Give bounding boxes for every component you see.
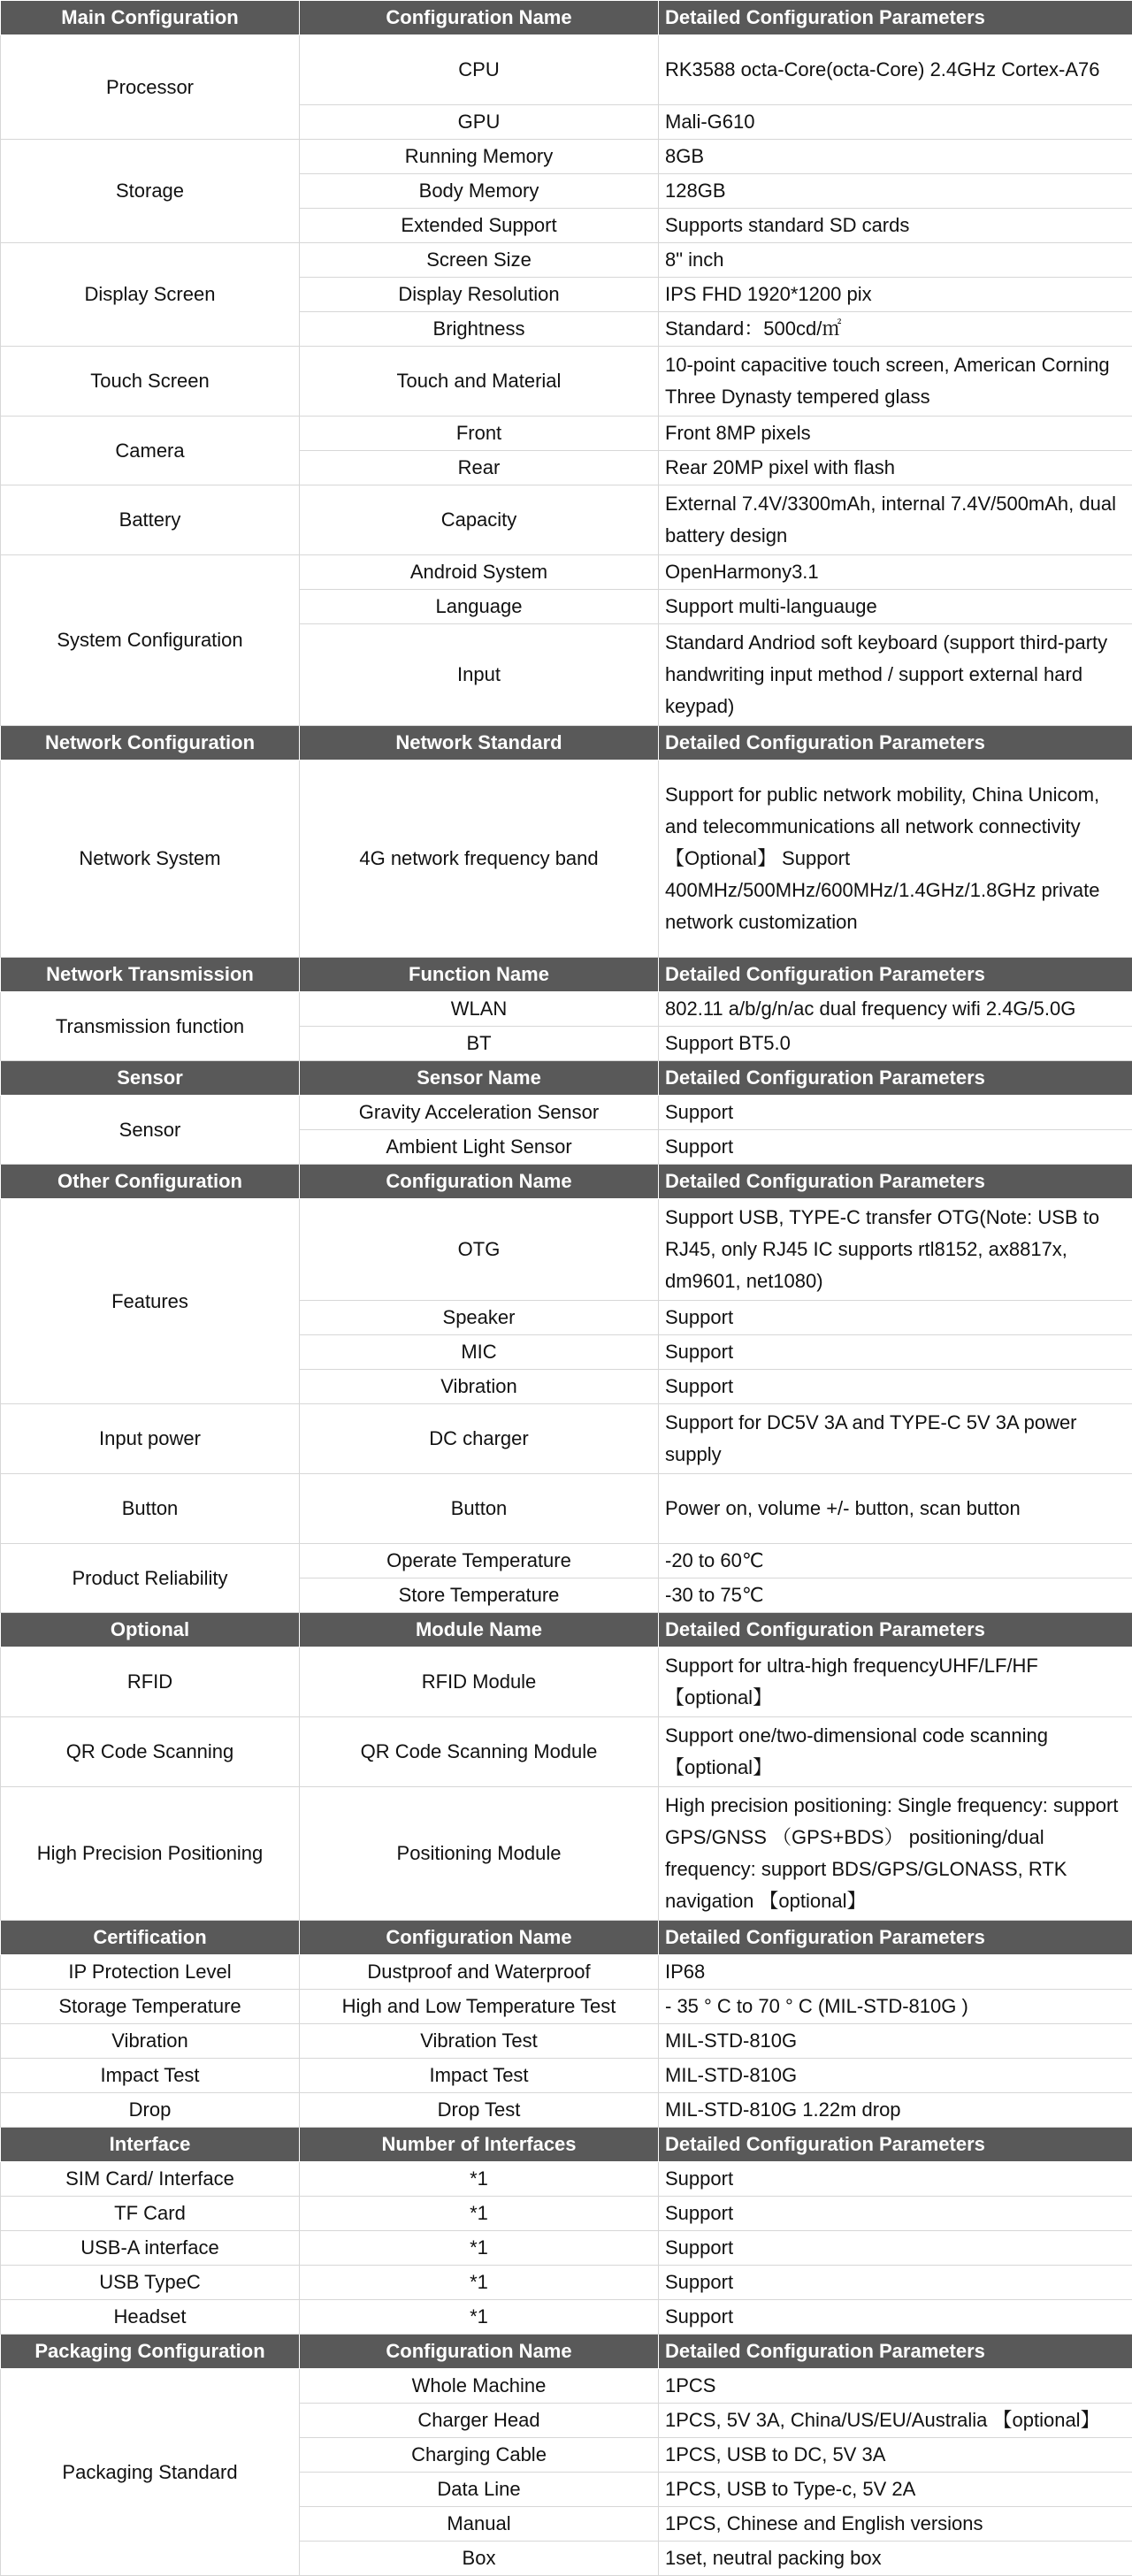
spec-item-value: Support <box>659 1130 1132 1165</box>
spec-item-value: Support <box>659 2197 1132 2231</box>
spec-group-name: Storage <box>1 140 300 243</box>
spec-item-label: Vibration <box>300 1370 659 1404</box>
section-header-category: Network Configuration <box>1 726 300 761</box>
spec-row <box>1 2369 1132 2404</box>
spec-item-value: Support for public network mobility, China Unicom, and telecommunications all network connectivity【Optional】 Support 400MHz/500MHz/600MHz/1.4GHz/1.8GHz private network customization <box>659 761 1132 958</box>
section-header-name: Module Name <box>300 1613 659 1647</box>
spec-item-value: 1PCS, 5V 3A, China/US/EU/Australia 【optional】 <box>659 2404 1132 2438</box>
spec-item-value: 10-point capacitive touch screen, American Corning Three Dynasty tempered glass <box>659 347 1132 417</box>
spec-item-label: Drop Test <box>300 2093 659 2128</box>
spec-item-value: -30 to 75℃ <box>659 1578 1132 1613</box>
spec-item-value: Standard：500cd/㎡ <box>659 312 1132 347</box>
spec-item-value: MIL-STD-810G <box>659 2024 1132 2059</box>
spec-item-label: Rear <box>300 451 659 485</box>
spec-row <box>1 2266 1132 2300</box>
spec-item-label: Data Line <box>300 2473 659 2507</box>
spec-group-name: Button <box>1 1474 300 1544</box>
spec-item-label: CPU <box>300 35 659 105</box>
spec-item-label: Store Temperature <box>300 1578 659 1613</box>
spec-row <box>1 140 1132 174</box>
spec-item-label: High and Low Temperature Test <box>300 1990 659 2024</box>
spec-row <box>1 1096 1132 1130</box>
spec-item-label: Touch and Material <box>300 347 659 417</box>
spec-item-value: -20 to 60℃ <box>659 1544 1132 1578</box>
spec-item-label: Gravity Acceleration Sensor <box>300 1096 659 1130</box>
spec-item-label: Capacity <box>300 485 659 555</box>
spec-table-body <box>1 1 1132 2576</box>
spec-item-value: OpenHarmony3.1 <box>659 555 1132 590</box>
spec-group-name: USB-A interface <box>1 2231 300 2266</box>
spec-row <box>1 2231 1132 2266</box>
spec-item-value: Front 8MP pixels <box>659 417 1132 451</box>
spec-row <box>1 1544 1132 1578</box>
section-header-parameters: Detailed Configuration Parameters <box>659 958 1132 992</box>
spec-item-value: 1PCS, Chinese and English versions <box>659 2507 1132 2542</box>
spec-row <box>1 485 1132 555</box>
section-header-name: Function Name <box>300 958 659 992</box>
spec-item-value: Support for ultra-high frequencyUHF/LF/HF【optional】 <box>659 1647 1132 1717</box>
spec-item-value: Mali-G610 <box>659 105 1132 140</box>
spec-group-name: Display Screen <box>1 243 300 347</box>
spec-item-label: *1 <box>300 2300 659 2335</box>
spec-item-label: *1 <box>300 2197 659 2231</box>
section-header-category: Other Configuration <box>1 1165 300 1199</box>
spec-item-label: Screen Size <box>300 243 659 278</box>
spec-item-value: Standard Andriod soft keyboard (support third-party handwriting input method / support external hard keypad) <box>659 624 1132 726</box>
spec-item-value: Rear 20MP pixel with flash <box>659 451 1132 485</box>
spec-group-name: TF Card <box>1 2197 300 2231</box>
section-header-category: Certification <box>1 1921 300 1955</box>
spec-item-value: 8GB <box>659 140 1132 174</box>
spec-item-value: Support <box>659 1335 1132 1370</box>
section-header-row <box>1 958 1132 992</box>
spec-item-label: Speaker <box>300 1301 659 1335</box>
spec-item-value: Support one/two-dimensional code scanning【optional】 <box>659 1717 1132 1787</box>
section-header-parameters: Detailed Configuration Parameters <box>659 2335 1132 2369</box>
spec-item-label: *1 <box>300 2162 659 2197</box>
spec-group-name: High Precision Positioning <box>1 1787 300 1921</box>
spec-item-label: Manual <box>300 2507 659 2542</box>
spec-item-label: Operate Temperature <box>300 1544 659 1578</box>
spec-item-value: Support for DC5V 3A and TYPE-C 5V 3A power supply <box>659 1404 1132 1474</box>
spec-item-label: Input <box>300 624 659 726</box>
spec-row <box>1 2024 1132 2059</box>
section-header-name: Configuration Name <box>300 1921 659 1955</box>
spec-item-label: Extended Support <box>300 209 659 243</box>
spec-item-label: Dustproof and Waterproof <box>300 1955 659 1990</box>
section-header-name: Configuration Name <box>300 1165 659 1199</box>
spec-item-label: QR Code Scanning Module <box>300 1717 659 1787</box>
section-header-parameters: Detailed Configuration Parameters <box>659 2128 1132 2162</box>
spec-item-label: Body Memory <box>300 174 659 209</box>
spec-item-label: Positioning Module <box>300 1787 659 1921</box>
spec-item-label: Front <box>300 417 659 451</box>
spec-item-label: 4G network frequency band <box>300 761 659 958</box>
spec-group-name: Headset <box>1 2300 300 2335</box>
spec-group-name: Storage Temperature <box>1 1990 300 2024</box>
spec-group-name: Touch Screen <box>1 347 300 417</box>
spec-group-name: Product Reliability <box>1 1544 300 1613</box>
section-header-row <box>1 726 1132 761</box>
spec-item-value: 802.11 a/b/g/n/ac dual frequency wifi 2.4G/5.0G <box>659 992 1132 1027</box>
section-header-row <box>1 1613 1132 1647</box>
spec-row <box>1 2197 1132 2231</box>
section-header-parameters: Detailed Configuration Parameters <box>659 1613 1132 1647</box>
spec-item-value: Support USB, TYPE-C transfer OTG(Note: USB to RJ45, only RJ45 IC supports rtl8152, ax8817x, dm9601, net1080) <box>659 1199 1132 1301</box>
spec-group-name: SIM Card/ Interface <box>1 2162 300 2197</box>
spec-item-label: *1 <box>300 2266 659 2300</box>
spec-item-label: OTG <box>300 1199 659 1301</box>
spec-group-name: Battery <box>1 485 300 555</box>
spec-item-value: 1set, neutral packing box <box>659 2542 1132 2576</box>
section-header-parameters: Detailed Configuration Parameters <box>659 726 1132 761</box>
spec-item-value: High precision positioning: Single frequency: support GPS/GNSS （GPS+BDS） positioning/dual frequency: support BDS/GPS/GLONASS, RTK navigation 【optional】 <box>659 1787 1132 1921</box>
section-header-parameters: Detailed Configuration Parameters <box>659 1061 1132 1096</box>
spec-item-value: External 7.4V/3300mAh, internal 7.4V/500mAh, dual battery design <box>659 485 1132 555</box>
spec-item-label: Brightness <box>300 312 659 347</box>
spec-row <box>1 1955 1132 1990</box>
spec-item-value: 1PCS, USB to DC, 5V 3A <box>659 2438 1132 2473</box>
spec-item-value: Power on, volume +/- button, scan button <box>659 1474 1132 1544</box>
spec-group-name: Drop <box>1 2093 300 2128</box>
section-header-name: Configuration Name <box>300 1 659 35</box>
spec-row <box>1 1647 1132 1717</box>
section-header-category: Main Configuration <box>1 1 300 35</box>
spec-item-label: MIC <box>300 1335 659 1370</box>
spec-item-label: Button <box>300 1474 659 1544</box>
spec-row <box>1 992 1132 1027</box>
spec-item-label: GPU <box>300 105 659 140</box>
spec-item-value: Support <box>659 1301 1132 1335</box>
spec-item-value: Support BT5.0 <box>659 1027 1132 1061</box>
spec-group-name: Packaging Standard <box>1 2369 300 2576</box>
spec-group-name: Processor <box>1 35 300 140</box>
section-header-row <box>1 2128 1132 2162</box>
spec-item-label: *1 <box>300 2231 659 2266</box>
spec-group-name: Sensor <box>1 1096 300 1165</box>
spec-item-label: Whole Machine <box>300 2369 659 2404</box>
spec-group-name: Features <box>1 1199 300 1404</box>
spec-row <box>1 2300 1132 2335</box>
section-header-name: Configuration Name <box>300 2335 659 2369</box>
spec-item-value: - 35 ° C to 70 ° C (MIL-STD-810G ) <box>659 1990 1132 2024</box>
section-header-parameters: Detailed Configuration Parameters <box>659 1165 1132 1199</box>
spec-item-value: Support <box>659 2300 1132 2335</box>
spec-row <box>1 1199 1132 1301</box>
spec-group-name: Camera <box>1 417 300 485</box>
spec-row <box>1 1474 1132 1544</box>
spec-row <box>1 417 1132 451</box>
spec-item-value: MIL-STD-810G <box>659 2059 1132 2093</box>
spec-item-label: Vibration Test <box>300 2024 659 2059</box>
spec-item-label: Ambient Light Sensor <box>300 1130 659 1165</box>
spec-group-name: RFID <box>1 1647 300 1717</box>
spec-group-name: Transmission function <box>1 992 300 1061</box>
spec-group-name: IP Protection Level <box>1 1955 300 1990</box>
spec-item-label: RFID Module <box>300 1647 659 1717</box>
spec-item-value: Support <box>659 2162 1132 2197</box>
spec-item-value: 128GB <box>659 174 1132 209</box>
spec-item-value: IPS FHD 1920*1200 pix <box>659 278 1132 312</box>
section-header-category: Packaging Configuration <box>1 2335 300 2369</box>
spec-group-name: Vibration <box>1 2024 300 2059</box>
spec-row <box>1 2162 1132 2197</box>
spec-item-value: Support <box>659 1370 1132 1404</box>
spec-item-value: 8" inch <box>659 243 1132 278</box>
section-header-category: Network Transmission <box>1 958 300 992</box>
spec-group-name: USB TypeC <box>1 2266 300 2300</box>
spec-row <box>1 243 1132 278</box>
spec-row <box>1 1404 1132 1474</box>
section-header-name: Network Standard <box>300 726 659 761</box>
spec-item-value: Support <box>659 2231 1132 2266</box>
section-header-category: Optional <box>1 1613 300 1647</box>
spec-item-label: Language <box>300 590 659 624</box>
spec-item-label: Charging Cable <box>300 2438 659 2473</box>
spec-item-value: MIL-STD-810G 1.22m drop <box>659 2093 1132 2128</box>
spec-row <box>1 35 1132 105</box>
section-header-parameters: Detailed Configuration Parameters <box>659 1 1132 35</box>
spec-item-label: Running Memory <box>300 140 659 174</box>
spec-item-value: 1PCS <box>659 2369 1132 2404</box>
section-header-row <box>1 1 1132 35</box>
spec-row <box>1 1990 1132 2024</box>
spec-item-label: Android System <box>300 555 659 590</box>
section-header-row <box>1 1165 1132 1199</box>
section-header-row <box>1 1061 1132 1096</box>
spec-item-value: Support multi-languauge <box>659 590 1132 624</box>
spec-group-name: Impact Test <box>1 2059 300 2093</box>
spec-row <box>1 2093 1132 2128</box>
spec-row <box>1 2059 1132 2093</box>
spec-item-label: Display Resolution <box>300 278 659 312</box>
spec-item-label: Box <box>300 2542 659 2576</box>
spec-group-name: Input power <box>1 1404 300 1474</box>
spec-group-name: QR Code Scanning <box>1 1717 300 1787</box>
spec-item-value: Supports standard SD cards <box>659 209 1132 243</box>
spec-row <box>1 761 1132 958</box>
spec-item-value: RK3588 octa-Core(octa-Core) 2.4GHz Cortex-A76 <box>659 35 1132 105</box>
spec-row <box>1 1787 1132 1921</box>
spec-item-value: Support <box>659 1096 1132 1130</box>
spec-item-label: Charger Head <box>300 2404 659 2438</box>
spec-item-value: Support <box>659 2266 1132 2300</box>
spec-item-value: 1PCS, USB to Type-c, 5V 2A <box>659 2473 1132 2507</box>
spec-item-label: Impact Test <box>300 2059 659 2093</box>
section-header-parameters: Detailed Configuration Parameters <box>659 1921 1132 1955</box>
section-header-row <box>1 2335 1132 2369</box>
spec-item-label: DC charger <box>300 1404 659 1474</box>
section-header-name: Sensor Name <box>300 1061 659 1096</box>
spec-group-name: Network System <box>1 761 300 958</box>
spec-row <box>1 1717 1132 1787</box>
spec-item-value: IP68 <box>659 1955 1132 1990</box>
spec-item-label: BT <box>300 1027 659 1061</box>
section-header-category: Sensor <box>1 1061 300 1096</box>
spec-item-label: WLAN <box>300 992 659 1027</box>
spec-row <box>1 347 1132 417</box>
section-header-category: Interface <box>1 2128 300 2162</box>
spec-row <box>1 555 1132 590</box>
spec-group-name: System Configuration <box>1 555 300 726</box>
section-header-name: Number of Interfaces <box>300 2128 659 2162</box>
section-header-row <box>1 1921 1132 1955</box>
